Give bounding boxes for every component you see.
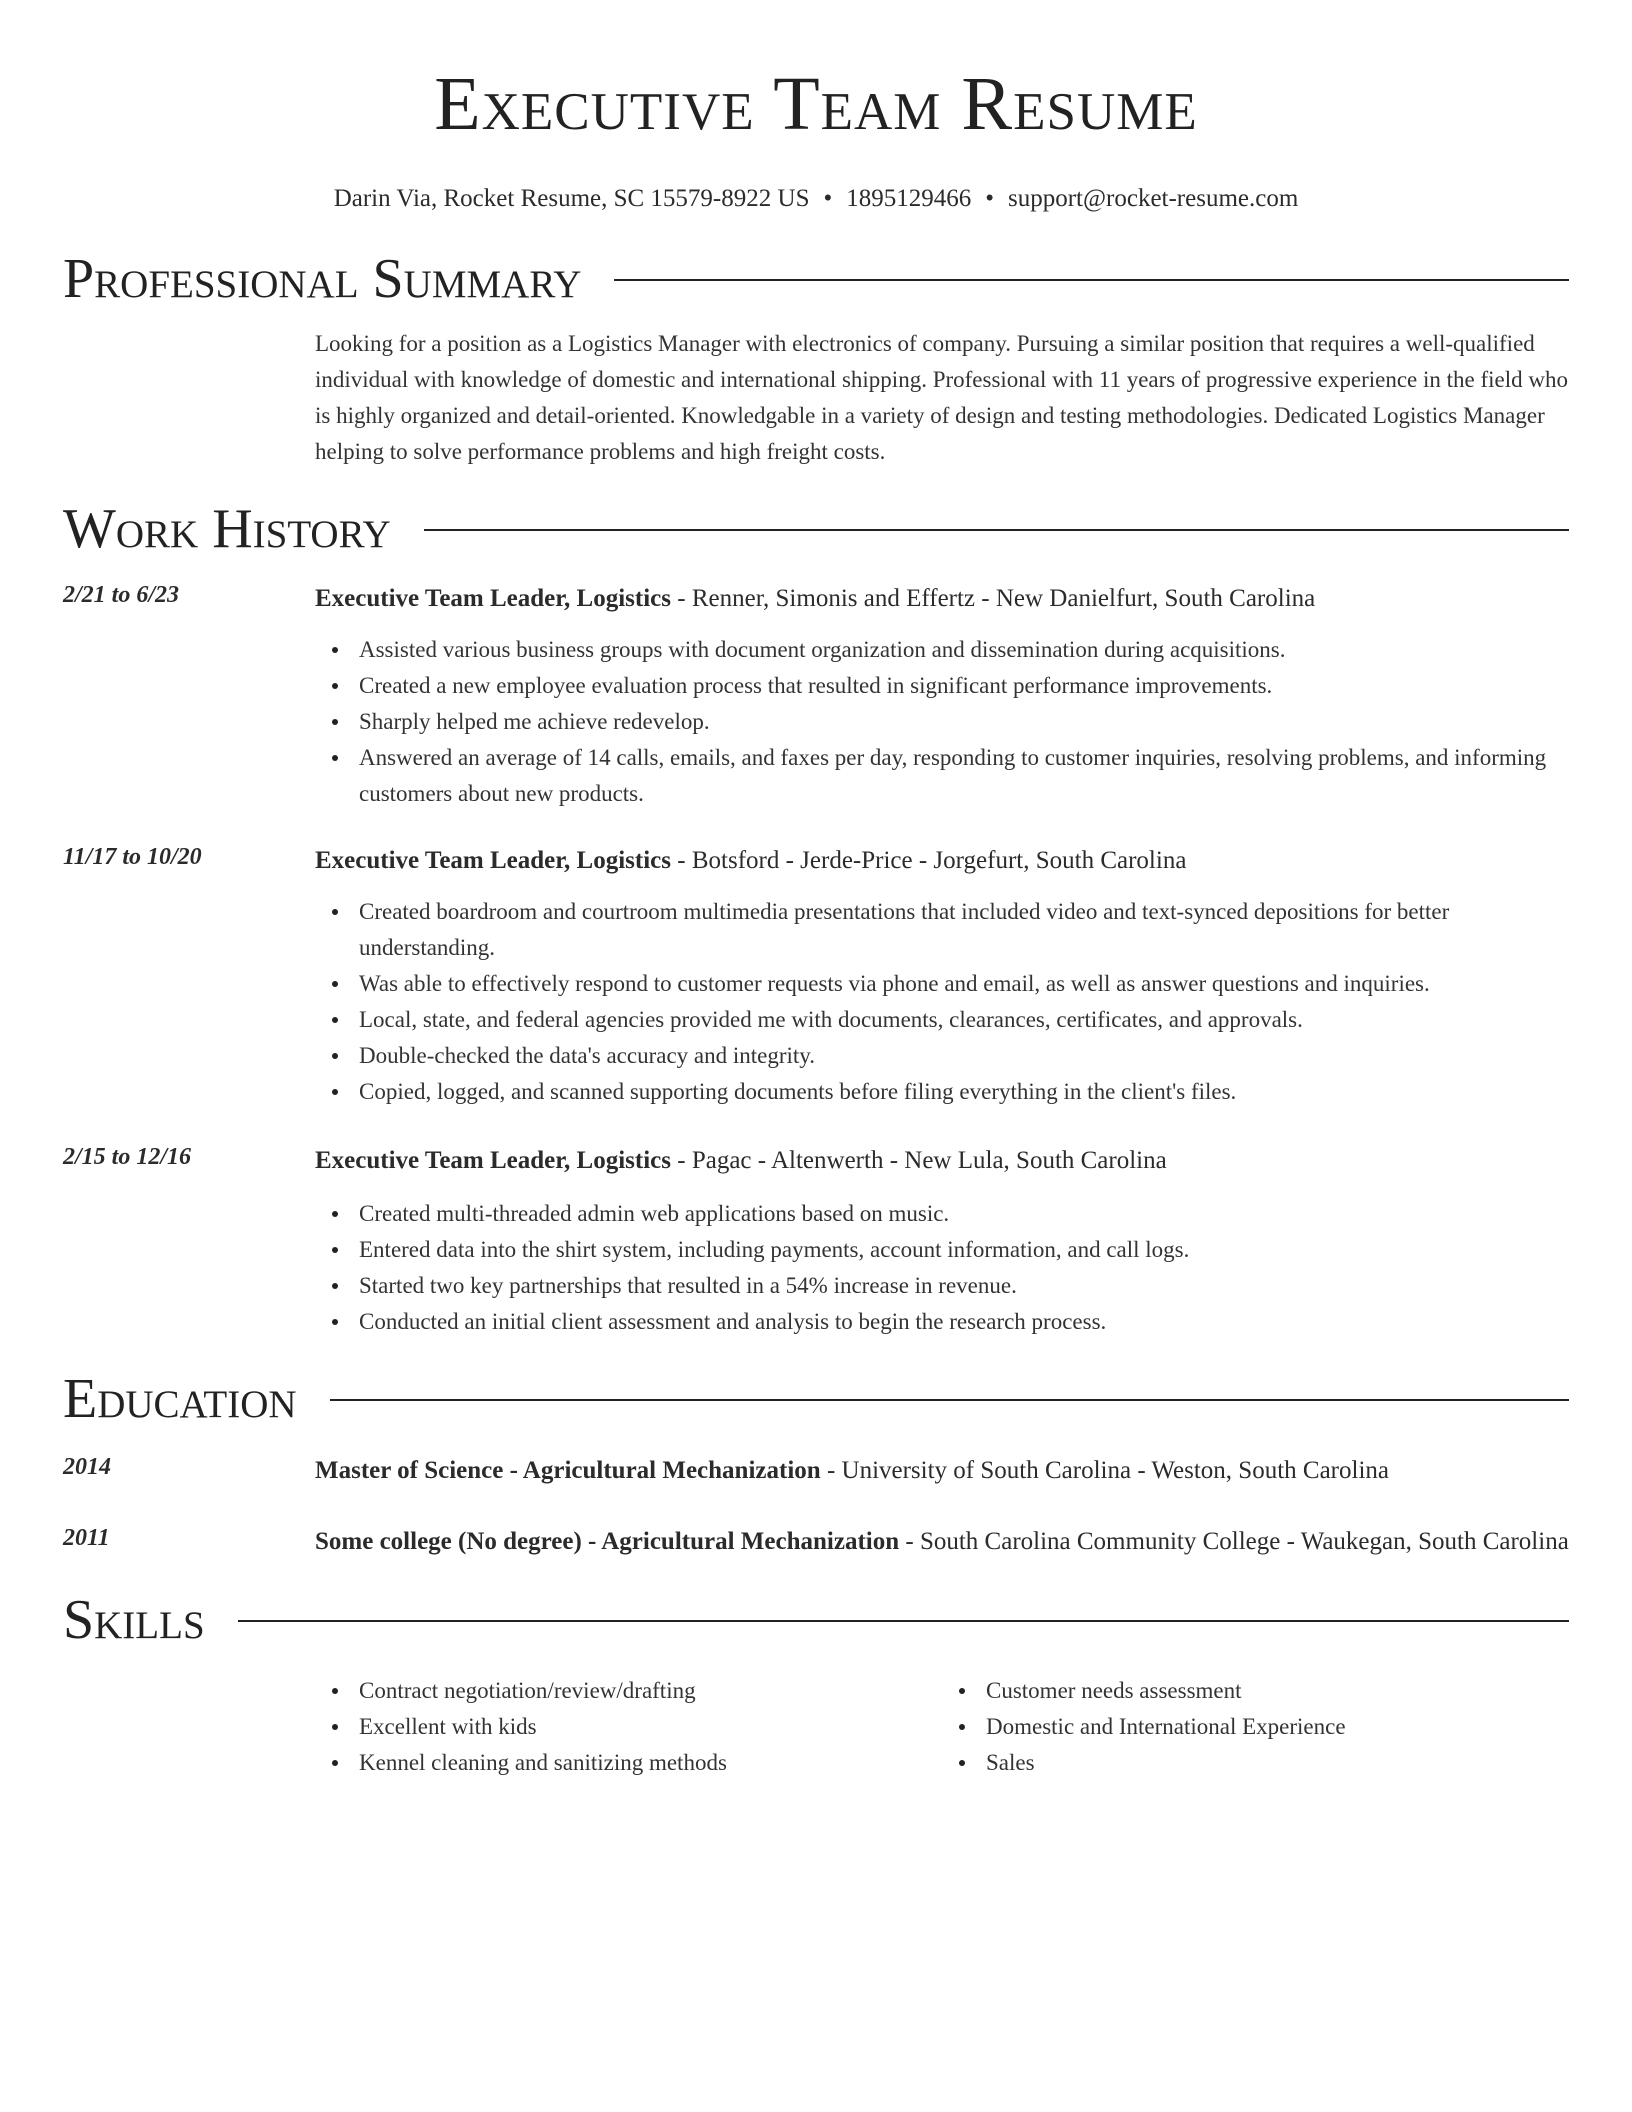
job-bullets xyxy=(315,632,1569,812)
job-date: 2/15 to 12/16 xyxy=(63,1144,192,1170)
job-details: - Pagac - Altenwerth - New Lula, South Carolina xyxy=(671,1147,1167,1174)
job-bullet: Was able to effectively respond to customer requests via phone and email, as well as answer questions and inquiries. xyxy=(359,966,1569,1002)
education-content xyxy=(315,1523,1569,1561)
job-content xyxy=(315,580,1569,812)
job-bullet: Created a new employee evaluation process that resulted in significant performance improvements. xyxy=(359,668,1569,704)
job-details: - Renner, Simonis and Effertz - New Danielfurt, South Carolina xyxy=(671,585,1316,612)
skill-item: Sales xyxy=(986,1745,1569,1781)
job-bullet: Conducted an initial client assessment and analysis to begin the research process. xyxy=(359,1304,1569,1340)
skill-item: Domestic and International Experience xyxy=(986,1709,1569,1745)
contact-separator: • xyxy=(823,185,833,212)
contact-phone: 1895129466 xyxy=(846,185,972,212)
job-details: - Botsford - Jerde-Price - Jorgefurt, South Carolina xyxy=(671,847,1187,874)
education-details: - University of South Carolina - Weston, South Carolina xyxy=(820,1457,1389,1484)
resume-title: Executive Team Resume xyxy=(434,62,1198,146)
education-heading-line xyxy=(315,1523,1569,1561)
job-bullet: Created multi-threaded admin web applications based on music. xyxy=(359,1196,1569,1232)
job-bullets xyxy=(315,894,1569,1110)
skill-item: Kennel cleaning and sanitizing methods xyxy=(359,1745,942,1781)
section-divider xyxy=(614,279,1569,281)
education-degree: Some college (No degree) - Agricultural Mechanization xyxy=(315,1528,900,1555)
education-date: 2014 xyxy=(63,1454,111,1480)
work-history-heading: Work History xyxy=(63,498,391,560)
job-bullet: Sharply helped me achieve redevelop. xyxy=(359,704,1569,740)
job-content xyxy=(315,842,1569,1110)
job-date: 2/21 to 6/23 xyxy=(63,582,180,608)
skills-list xyxy=(315,1673,1569,1781)
education-entry xyxy=(63,1452,1569,1490)
job-entry xyxy=(63,1142,1569,1340)
job-entry xyxy=(63,842,1569,1110)
section-divider xyxy=(424,529,1569,531)
education-date: 2011 xyxy=(63,1525,110,1551)
job-bullet: Started two key partnerships that resulted in a 54% increase in revenue. xyxy=(359,1268,1569,1304)
job-bullet: Double-checked the data's accuracy and integrity. xyxy=(359,1038,1569,1074)
skills-column-left xyxy=(315,1673,942,1781)
job-bullet: Created boardroom and courtroom multimedia presentations that included video and text-synced depositions for better understanding. xyxy=(359,894,1569,966)
job-heading xyxy=(315,1142,1569,1180)
contact-separator: • xyxy=(985,185,994,212)
job-bullet: Copied, logged, and scanned supporting documents before filing everything in the client's files. xyxy=(359,1074,1569,1110)
summary-text: Looking for a position as a Logistics Manager with electronics of company. Pursuing a similar position that requires a well-qualified individual with knowledge of domestic and international shipping. Professional with 11 years of progressive experience in the field who is highly organized and detail-oriented. Knowledgable in a variety of design and testing methodologies. Dedicated Logistics Manager helping to solve performance problems and high freight costs. xyxy=(315,331,1568,464)
education-degree: Master of Science - Agricultural Mechanization xyxy=(315,1457,821,1484)
education-section-header xyxy=(63,1366,1569,1432)
contact-email: support@rocket-resume.com xyxy=(1008,185,1299,212)
job-title: Executive Team Leader, Logistics xyxy=(315,1147,672,1174)
section-divider xyxy=(238,1620,1569,1622)
contact-line xyxy=(63,184,1569,214)
job-date: 11/17 to 10/20 xyxy=(63,844,202,870)
summary-section-header xyxy=(63,246,1569,312)
summary-heading: Professional Summary xyxy=(63,248,582,310)
job-bullets xyxy=(315,1196,1569,1340)
education-content xyxy=(315,1452,1569,1490)
education-heading: Education xyxy=(63,1368,297,1430)
work-history-section-header xyxy=(63,496,1569,562)
section-divider xyxy=(330,1399,1569,1401)
job-bullet: Local, state, and federal agencies provided me with documents, clearances, certificates, and approvals. xyxy=(359,1002,1569,1038)
job-content xyxy=(315,1142,1569,1340)
job-title: Executive Team Leader, Logistics xyxy=(315,847,672,874)
education-entry xyxy=(63,1523,1569,1561)
job-bullet: Entered data into the shirt system, including payments, account information, and call logs. xyxy=(359,1232,1569,1268)
skills-section-header xyxy=(63,1587,1569,1653)
skills-heading: Skills xyxy=(63,1589,205,1651)
skill-item: Customer needs assessment xyxy=(986,1673,1569,1709)
skills-column-right xyxy=(942,1673,1569,1781)
skill-item: Excellent with kids xyxy=(359,1709,942,1745)
skill-item: Contract negotiation/review/drafting xyxy=(359,1673,942,1709)
contact-address: Darin Via, Rocket Resume, SC 15579-8922 US xyxy=(333,185,810,212)
job-bullet: Assisted various business groups with document organization and dissemination during acquisitions. xyxy=(359,632,1569,668)
job-heading xyxy=(315,842,1569,880)
job-entry xyxy=(63,580,1569,812)
education-details: - South Carolina Community College - Waukegan, South Carolina xyxy=(899,1528,1569,1555)
job-title: Executive Team Leader, Logistics xyxy=(315,585,672,612)
job-bullet: Answered an average of 14 calls, emails, and faxes per day, responding to customer inquiries, resolving problems, and informing customers about new products. xyxy=(359,740,1569,812)
summary-body xyxy=(315,326,1569,470)
education-heading-line xyxy=(315,1452,1569,1490)
job-heading xyxy=(315,580,1569,618)
